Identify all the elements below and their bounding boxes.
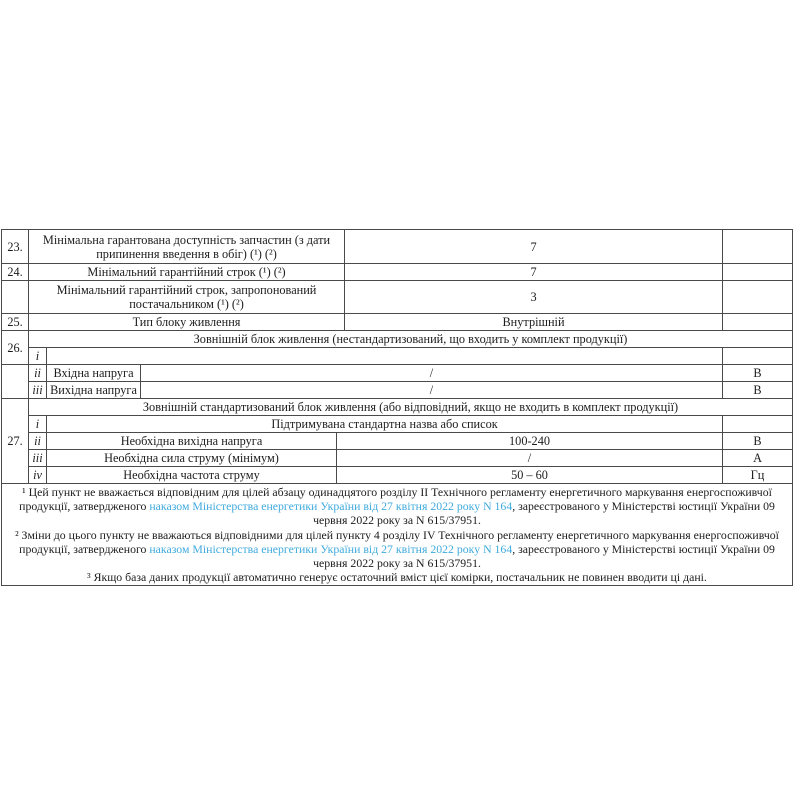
row-number: 26.	[2, 331, 29, 365]
table-row	[2, 230, 793, 264]
row-number: 23.	[2, 230, 29, 264]
row-label: Вихідна напруга	[47, 382, 141, 399]
row-number: 25.	[2, 314, 29, 331]
sub-index: i	[29, 416, 47, 433]
row-value: 3	[345, 281, 723, 314]
row-number: 27.	[2, 399, 29, 484]
row-label: Необхідна вихідна напруга	[47, 433, 337, 450]
row-number	[2, 365, 29, 399]
footnote-text: , зареєстрованого у Міністерстві юстиції України 09 червня 2022 року за N 615/37951.	[313, 499, 775, 528]
row-label: Необхідна сила струму (мінімум)	[47, 450, 337, 467]
row-unit: А	[723, 450, 793, 467]
table-row	[2, 382, 793, 399]
row-label: Мінімальний гарантійний строк (¹) (²)	[29, 264, 345, 281]
table-row	[2, 314, 793, 331]
row-label: Мінімальна гарантована доступність запчастин (з дати припинення введення в обіг) (¹) (²)	[29, 230, 345, 264]
table-row	[2, 450, 793, 467]
footnote-text: , зареєстрованого у Міністерстві юстиції України 09 червня 2022 року за N 615/37951.	[313, 541, 775, 571]
row-value: Внутрішній	[345, 314, 723, 331]
table-row	[2, 484, 793, 586]
footnote-1	[4, 485, 790, 528]
row-unit	[723, 416, 793, 433]
row-unit	[723, 348, 793, 365]
row-unit: Гц	[723, 467, 793, 484]
row-label: Необхідна частота струму	[47, 467, 337, 484]
product-fiche-table	[1, 229, 793, 586]
row-value	[47, 348, 723, 365]
table-row	[2, 281, 793, 314]
row-value: /	[337, 450, 723, 467]
sub-index: ii	[29, 365, 47, 382]
table-row	[2, 399, 793, 416]
sub-index: iii	[29, 382, 47, 399]
footnote-link[interactable]: наказом Міністерства енергетики України від 27 квітня 2022 року N 164	[149, 541, 513, 556]
row-unit	[723, 314, 793, 331]
footnote-link[interactable]: наказом Міністерства енергетики України від 27 квітня 2022 року N 164	[149, 499, 513, 514]
row-value: 50 – 60	[337, 467, 723, 484]
footnote-text: ² Зміни до цього пункту не вважаються відповідними для цілей пункту 4 розділу IV Технічного регламенту енергетичного маркування енергоспоживчої продукції, затвердженого	[15, 527, 779, 556]
footnote-text: ³ Якщо база даних продукції автоматично генерує остаточний вміст цієї комірки, постачальник не повинен вводити ці дані.	[87, 570, 707, 585]
row-unit: В	[723, 382, 793, 399]
table-row	[2, 348, 793, 365]
table-row	[2, 416, 793, 433]
row-unit: В	[723, 433, 793, 450]
table-row	[2, 331, 793, 348]
table-row	[2, 264, 793, 281]
row-label: Мінімальний гарантійний строк, запропонований постачальником (¹) (²)	[29, 281, 345, 314]
row-label: Підтримувана стандартна назва або список	[47, 416, 723, 433]
sub-index: iii	[29, 450, 47, 467]
row-value: 7	[345, 230, 723, 264]
row-unit: В	[723, 365, 793, 382]
row-label: Тип блоку живлення	[29, 314, 345, 331]
footnote-3	[4, 570, 790, 584]
table-row	[2, 433, 793, 450]
sub-index: ii	[29, 433, 47, 450]
row-unit	[723, 264, 793, 281]
footnotes-cell	[2, 484, 793, 586]
row-number	[2, 281, 29, 314]
row-value: /	[141, 365, 723, 382]
row-value: 100-240	[337, 433, 723, 450]
table-row	[2, 467, 793, 484]
footnote-text: ¹ Цей пункт не вважається відповідним для цілей абзацу одинадцятого розділу II Технічного регламенту енергетичного маркування енергоспоживчої продукції, затвердженого	[19, 485, 772, 514]
row-label: Вхідна напруга	[47, 365, 141, 382]
row-value: /	[141, 382, 723, 399]
block-header: Зовнішній стандартизований блок живлення (або відповідний, якщо не входить в комплект продукції)	[29, 399, 793, 416]
block-header: Зовнішній блок живлення (нестандартизований, що входить у комплект продукції)	[29, 331, 793, 348]
sub-index: i	[29, 348, 47, 365]
row-unit	[723, 230, 793, 264]
row-number: 24.	[2, 264, 29, 281]
table-row	[2, 365, 793, 382]
row-unit	[723, 281, 793, 314]
sub-index: iv	[29, 467, 47, 484]
row-value: 7	[345, 264, 723, 281]
footnote-2	[4, 528, 790, 571]
